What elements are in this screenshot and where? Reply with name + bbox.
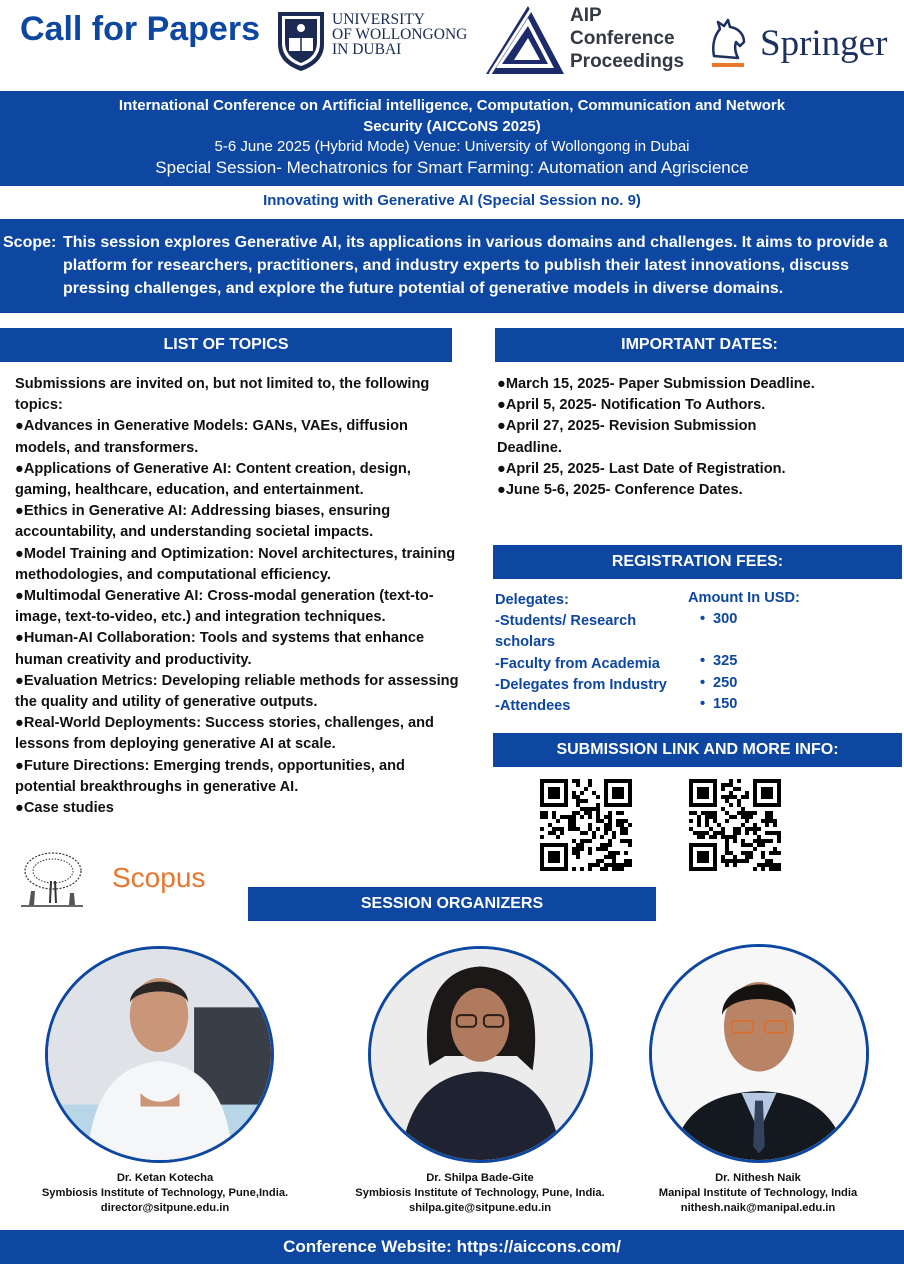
fee-category: -Attendees (495, 698, 571, 715)
organizer-email[interactable]: shilpa.gite@sitpune.edu.in (408, 1202, 552, 1214)
organizer-affiliation: Manipal Institute of Technology, India (658, 1187, 858, 1199)
organizer-photo (45, 946, 274, 1163)
aip-logo (484, 4, 699, 78)
fee-amount: • 325 (700, 651, 888, 672)
page-title: Call for Papers (20, 10, 260, 48)
organizer-name: Dr. Shilpa Bade-Gite (426, 1172, 534, 1184)
date-item: ●March 15, 2025- Paper Submission Deadline. (497, 376, 815, 392)
fee-category: -Delegates from Industry (495, 676, 667, 693)
uow-crest-icon (276, 10, 326, 72)
topics-intro: Submissions are invited on, but not limited to, the following topics: (15, 376, 430, 414)
dates-list (497, 374, 817, 501)
fees-heading: REGISTRATION FEES: (493, 545, 902, 579)
scope-label: Scope: (3, 234, 57, 251)
organizer-affiliation: Symbiosis Institute of Technology, Pune,India. (41, 1187, 289, 1199)
uow-line-2: OF WOLLONGONG (332, 26, 468, 43)
scopus-logo: Scopus (112, 862, 206, 893)
session-title: Innovating with Generative AI (Special Session no. 9) (263, 192, 641, 209)
fees-categories (495, 590, 685, 717)
uow-line-3: IN DUBAI (332, 41, 402, 58)
organizer-email[interactable]: director@sitpune.edu.in (100, 1202, 230, 1214)
date-item: ●June 5-6, 2025- Conference Dates. (497, 482, 743, 499)
dates-heading: IMPORTANT DATES: (495, 328, 904, 362)
topic-item: ●Model Training and Optimization: Novel architectures, training methodologies, and computational efficiency. (15, 545, 456, 583)
organizer-card (618, 1171, 898, 1216)
organizer-photo (649, 944, 869, 1163)
elsevier-tree-logo (17, 851, 87, 911)
organizer-name: Dr. Ketan Kotecha (116, 1172, 214, 1184)
fees-amounts (688, 588, 888, 715)
person-avatar-icon (652, 947, 866, 1160)
date-item: ●April 5, 2025- Notification To Authors. (497, 397, 766, 414)
topics-list (15, 374, 460, 819)
organizer-email[interactable]: nithesh.naik@manipal.edu.in (680, 1202, 836, 1214)
fees-left-title: Delegates: (495, 592, 569, 608)
organizer-card (25, 1171, 305, 1216)
aip-triangle-icon (484, 4, 566, 76)
springer-wordmark: Springer (760, 23, 888, 64)
qr-code-icon[interactable] (689, 779, 781, 871)
springer-horse-icon (706, 16, 750, 70)
date-item: ●April 27, 2025- Revision Submission Deadline. (497, 418, 757, 456)
organizers-heading: SESSION ORGANIZERS (248, 887, 656, 921)
conference-name: International Conference on Artificial intelligence, Computation, Communication and Network (118, 97, 786, 114)
conference-date-venue: 5-6 June 2025 (Hybrid Mode) Venue: University of Wollongong in Dubai (214, 138, 690, 155)
aip-line-2: Conference (570, 28, 675, 49)
fee-category: -Students/ Research scholars (495, 613, 637, 651)
topics-heading: LIST OF TOPICS (0, 328, 452, 362)
topic-item: ●Real-World Deployments: Success stories, challenges, and lessons from deploying generative AI at scale. (15, 715, 434, 753)
topic-item: ●Multimodal Generative AI: Cross-modal generation (text-to-image, text-to-video, etc.) and integration techniques. (15, 588, 434, 626)
topic-item: ●Evaluation Metrics: Developing reliable methods for assessing the quality and utility of generative outputs. (15, 672, 459, 711)
fee-amount: • 150 (700, 694, 888, 715)
topic-item: ●Case studies (15, 800, 114, 817)
scope-box (0, 219, 904, 313)
fee-amount: • 300 (700, 609, 888, 630)
qr-code-icon[interactable] (540, 779, 632, 871)
person-avatar-icon (48, 949, 271, 1160)
uow-logo (276, 10, 476, 74)
organizer-affiliation: Symbiosis Institute of Technology, Pune, India. (355, 1187, 605, 1199)
topic-item: ●Future Directions: Emerging trends, opportunities, and potential breakthroughs in generative AI. (15, 757, 405, 795)
organizer-photo (368, 946, 593, 1163)
submission-heading: SUBMISSION LINK AND MORE INFO: (493, 733, 902, 767)
date-item: ●April 25, 2025- Last Date of Registration. (497, 460, 786, 477)
fee-amount: • 250 (700, 673, 888, 694)
fee-category: -Faculty from Academia (495, 655, 660, 672)
organizer-name: Dr. Nithesh Naik (715, 1172, 801, 1184)
springer-logo (706, 16, 901, 72)
special-session-theme: Special Session- Mechatronics for Smart Farming: Automation and Agriscience (155, 158, 749, 177)
aip-line-1: AIP (570, 5, 602, 26)
organizer-card (340, 1171, 620, 1216)
conference-website-footer[interactable]: Conference Website: https://aiccons.com/ (0, 1230, 904, 1264)
scope-text: This session explores Generative AI, its applications in various domains and challenges. It aims to provide a platform for researchers, practitioners, and industry experts to publish their latest innovations, discuss pressing challenges, and explore the future potential of generative models in diverse domains. (63, 234, 888, 297)
elsevier-tree-icon (17, 851, 87, 911)
topic-item: ●Advances in Generative Models: GANs, VAEs, diffusion models, and transformers. (15, 418, 408, 456)
topic-item: ●Ethics in Generative AI: Addressing biases, ensuring accountability, and understanding societal impacts. (15, 503, 391, 541)
aip-line-3: Proceedings (570, 51, 685, 72)
conference-banner (0, 91, 904, 186)
conference-name-cont: Security (AICCoNS 2025) (363, 118, 541, 135)
uow-line-1: UNIVERSITY (332, 11, 425, 28)
fees-right-title: Amount In USD: (688, 590, 800, 606)
person-avatar-icon (371, 949, 590, 1160)
topic-item: ●Human-AI Collaboration: Tools and systems that enhance human creativity and productivity. (15, 630, 425, 668)
topic-item: ●Applications of Generative AI: Content creation, design, gaming, healthcare, education, and entertainment. (15, 460, 411, 499)
